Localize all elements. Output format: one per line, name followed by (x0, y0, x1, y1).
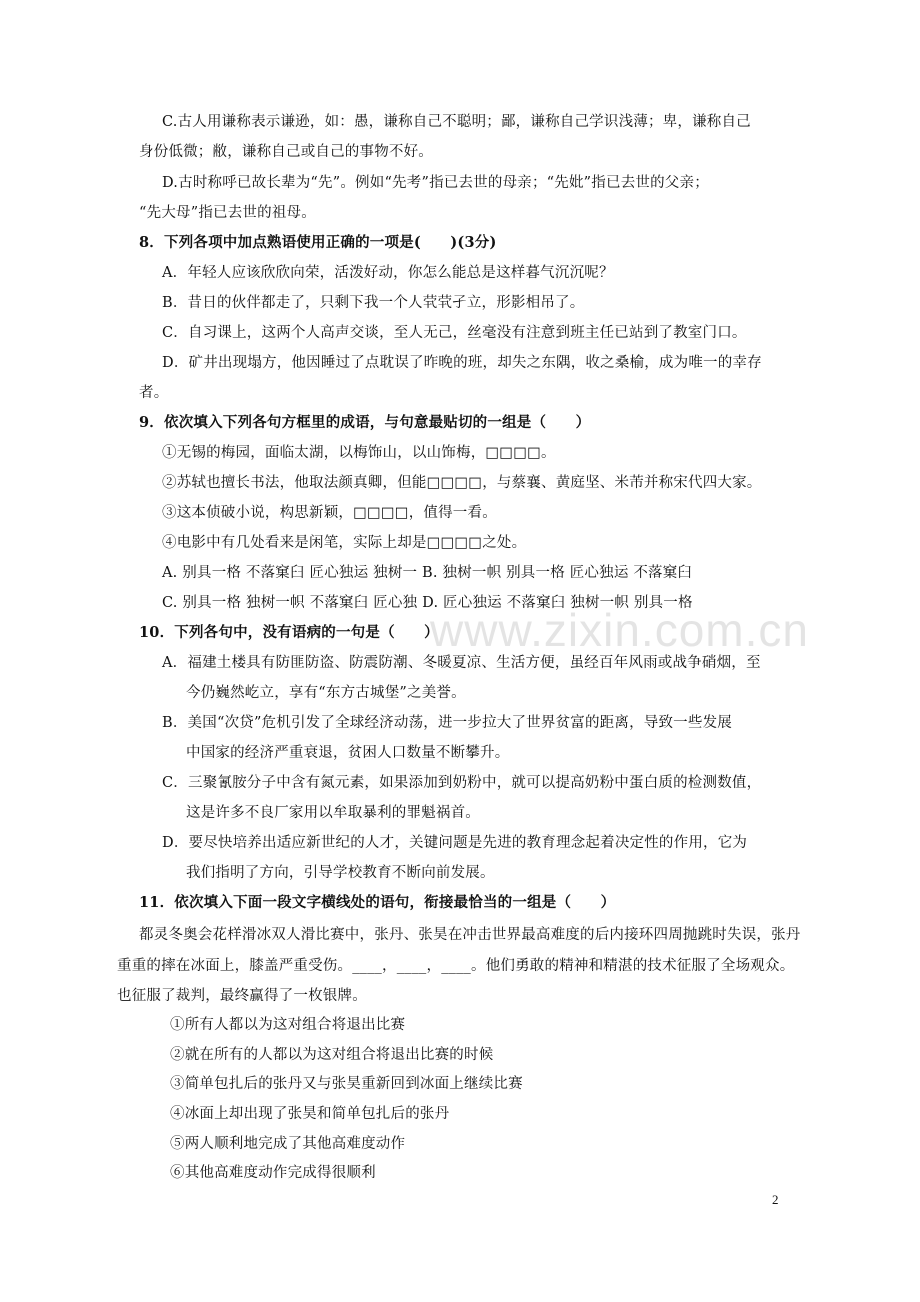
choice-4: ④冰面上却出现了张昊和简单包扎后的张丹 (170, 1106, 450, 1122)
text-line: “先大母”指已去世的祖母。 (139, 205, 316, 221)
text-line: 今仍巍然屹立，享有“东方古城堡”之美誉。 (186, 685, 466, 701)
choice-5: ⑤两人顺利地完成了其他高难度动作 (170, 1136, 406, 1152)
passage-line: 都灵冬奥会花样滑冰双人滑比赛中，张丹、张昊在冲击世界最高难度的后内接环四周抛跳时失误，张丹 (139, 927, 801, 943)
text-line: 中国家的经济严重衰退，贫困人口数量不断攀升。 (186, 745, 510, 761)
sentence-4: ④电影中有几处看来是闲笔，实际上却是□□□□之处。 (162, 535, 527, 551)
choice-1: ①所有人都以为这对组合将退出比赛 (170, 1017, 406, 1033)
question-9-stem: 9．依次填入下列各句方框里的成语，与句意最贴切的一组是（ ） (139, 414, 591, 431)
passage-line: 也征服了裁判，最终赢得了一枚银牌。 (117, 988, 367, 1004)
text-line: 这是许多不良厂家用以牟取暴利的罪魁祸首。 (186, 805, 480, 821)
text-line: 者。 (139, 385, 169, 401)
watermark: www.zixin.com.cn (430, 604, 809, 656)
options-ab: A. 别具一格 不落窠臼 匠心独运 独树一 B. 独树一帜 别具一格 匠心独运 不落窠臼 (162, 565, 693, 581)
choice-3: ③简单包扎后的张丹又与张昊重新回到冰面上继续比赛 (170, 1076, 523, 1092)
choice-2: ②就在所有的人都以为这对组合将退出比赛的时候 (170, 1047, 494, 1063)
option-a: A．年轻人应该欣欣向荣，活泼好动，你怎么能总是这样暮气沉沉呢？ (162, 265, 614, 281)
text-line: 我们指明了方向，引导学校教育不断向前发展。 (186, 865, 495, 881)
options-cd: C. 别具一格 独树一帜 不落窠臼 匠心独 D. 匠心独运 不落窠臼 独树一帜 别具一格 (162, 595, 693, 611)
option-a: A．福建土楼具有防匪防盗、防震防潮、冬暖夏凉、生活方便，虽经百年风雨或战争硝烟，至 (162, 655, 761, 671)
option-c: C．三聚氰胺分子中含有氮元素，如果添加到奶粉中，就可以提高奶粉中蛋白质的检测数值， (162, 775, 762, 791)
question-10-stem: 10．下列各句中，没有语病的一句是（ ） (139, 624, 439, 641)
option-d: D．要尽快培养出适应新世纪的人才，关键问题是先进的教育理念起着决定性的作用，它为 (162, 835, 748, 851)
text-line: 身份低微；敝，谦称自己或自己的事物不好。 (139, 144, 433, 160)
passage-line: 重重的摔在冰面上，膝盖严重受伤。____，____，____。他们勇敢的精神和精湛的技术征服了全场观众。 (117, 958, 795, 974)
text-line: C.古人用谦称表示谦逊，如：愚，谦称自己不聪明；鄙，谦称自己学识浅薄；卑，谦称自己 (162, 114, 751, 130)
choice-6: ⑥其他高难度动作完成得很顺利 (170, 1165, 376, 1181)
option-c: C．自习课上，这两个人高声交谈，至人无己，丝毫没有注意到班主任已站到了教室门口。 (162, 325, 747, 341)
question-11-stem: 11．依次填入下面一段文字横线处的语句，衔接最恰当的一组是（ ） (139, 894, 616, 911)
text-line: D.古时称呼已故长辈为“先”。例如“先考”指已去世的母亲；“先妣”指已去世的父亲； (162, 175, 709, 191)
sentence-3: ③这本侦破小说，构思新颖，□□□□，值得一看。 (162, 505, 497, 521)
option-b: B．昔日的伙伴都走了，只剩下我一个人茕茕孑立，形影相吊了。 (162, 295, 585, 311)
page-number: 2 (772, 1192, 779, 1207)
option-d: D．矿井出现塌方，他因睡过了点耽误了昨晚的班，却失之东隅，收之桑榆，成为唯一的幸存 (162, 355, 762, 371)
option-b: B．美国“次贷”危机引发了全球经济动荡，进一步拉大了世界贫富的距离，导致一些发展 (162, 715, 732, 731)
sentence-1: ①无锡的梅园，面临太湖，以梅饰山，以山饰梅，□□□□。 (162, 445, 556, 461)
question-8-stem: 8．下列各项中加点熟语使用正确的一项是( )(3分) (139, 234, 497, 251)
sentence-2: ②苏轼也擅长书法，他取法颜真卿，但能□□□□，与蔡襄、黄庭坚、米芾并称宋代四大家。 (162, 475, 762, 491)
